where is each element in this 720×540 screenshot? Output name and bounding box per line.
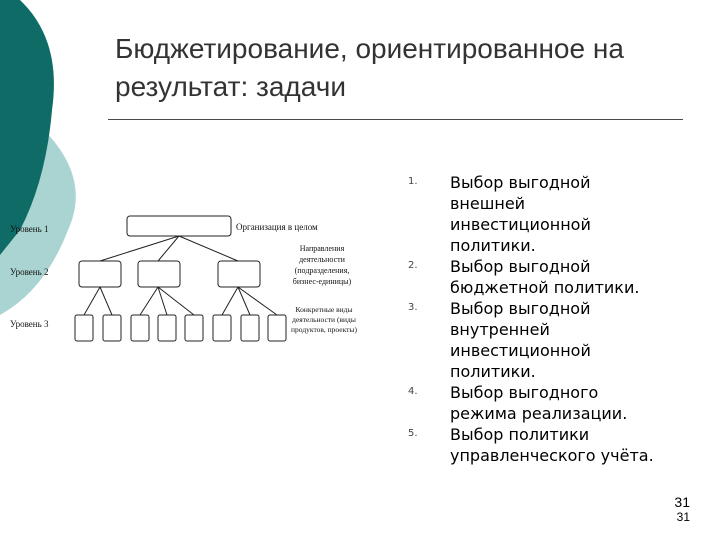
org-label: Организация в целом: [236, 222, 318, 232]
list-item-number: 3.: [408, 302, 418, 313]
list-item: [408, 172, 708, 256]
page-number: 31: [674, 494, 690, 510]
list-item: [408, 298, 708, 382]
directions-label: Направления деятельности (подразделения, бизнес-единицы): [292, 244, 352, 286]
direction-box-2: [138, 261, 180, 287]
list-item-number: 1.: [408, 176, 418, 187]
activity-box-2: [103, 315, 121, 341]
title-divider: [108, 119, 683, 120]
page-number-small: 31: [676, 510, 690, 524]
list-item-text: Выбор политики управленческого учёта.: [450, 425, 654, 465]
direction-box-3: [218, 261, 260, 287]
list-item: [408, 424, 708, 466]
level-label-1: Уровень 1: [10, 224, 49, 234]
direction-box-1: [79, 261, 121, 287]
slide-title: Бюджетирование, ориентированное на результат: задачи: [115, 33, 624, 102]
level-label-3: Уровень 3: [10, 319, 49, 329]
list-item: [408, 382, 708, 424]
activity-box-6: [213, 315, 231, 341]
activity-box-1: [75, 315, 93, 341]
list-item-text: Выбор выгодной внешней инвестиционной политики.: [450, 173, 591, 255]
list-item-text: Выбор выгодной внутренней инвестиционной политики.: [450, 299, 591, 381]
tasks-list: [408, 172, 708, 466]
list-item: [408, 256, 708, 298]
activities-label: Конкретные виды деятельности (виды продуктов, проекты): [291, 305, 357, 334]
list-item-text: Выбор выгодной бюджетной политики.: [450, 257, 640, 297]
activity-box-4: [158, 315, 176, 341]
list-item-text: Выбор выгодного режима реализации.: [450, 383, 628, 423]
activity-box-7: [241, 315, 259, 341]
org-hierarchy-diagram: [0, 205, 380, 350]
activity-box-5: [185, 315, 203, 341]
list-item-number: 2.: [408, 260, 418, 271]
list-item-number: 4.: [408, 386, 418, 397]
list-item-number: 5.: [408, 428, 418, 439]
level-label-2: Уровень 2: [10, 267, 49, 277]
activity-box-3: [131, 315, 149, 341]
org-box: [127, 216, 231, 236]
